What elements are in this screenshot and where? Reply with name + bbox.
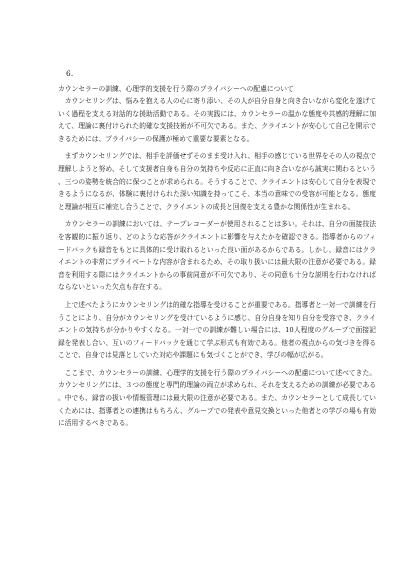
paragraph-attitudes: まずカウンセリングでは、相手を評価せずそのまま受け入れ、相手の感じている世界をその人の視点で理解しようと努め、そして支援者自身も自分の気持ちや反応に正直に向き合いながら誠実に関わるという、三つの姿勢を統合的に保つことが求められる。そうすることで、クライエントは安心して自分を表現できるようになるが、体験に裏付けられた深い知識を持ってこそ、本当の意味での受容が可能となる。態度と理論が相互に補完し合うことで、クライエントの成長と回復を支える豊かな関係性が生まれる。	[58, 152, 376, 211]
paragraph-conclusion: ここまで、カウンセラーの訓練、心理学的支援を行う際のプライバシーへの配慮について述べてきた。カウンセリングには、３つの態度と専門的理論の両立が求められ、それを支えるための訓練が必要である。中でも、録音の扱いや情報管理には最大限の注意が必要である。また、カウンセラーとして成長していくためには、指導者との連携はもちろん、グループでの発表や意見交換といった他者との学びの場も有効に活用するべきである。	[58, 368, 376, 428]
paragraph-supervision: 上で述べたようにカウンセリングは的確な指導を受けることが重要である。指導者と一対一で訓練を行うことにより、自分がカウンセリングを受けているように感じ、自分自身を知り自分を受容でき、クライエントの気持ちが分かりやすくなる。一対一での訓練が難しい場合には、10人程度のグループで面接記録を発表し合い、互いのフィードバックを通じて学ぶ形式も有効である。他者の視点からの気づきを得ることで、自身では見落としていた対応や課題にも気づくことができ、学びの幅が広がる。	[58, 300, 376, 360]
document-body	[58, 68, 376, 435]
section-title: カウンセラーの訓練、心理学的支援を行う際のプライバシーへの配慮について	[58, 85, 294, 93]
paragraph-recording: カウンセラーの訓練においては、テープレコーダーが使用されることは多い。それは、自分の面接技法を客観的に振り返り、どのような応答がクライエントに影響を与えたかを確認できる。指導者からのフィードバックも録音をもとに具体的に受け取れるといった良い面があるからである。しかし、録音にはクライエントの非常にプライベートな内容が含まれるため、その取り扱いには最大限の注意が必要である。録音を利用する際にはクライエントからの事前同意が不可欠であり、その同意も十分な説明を行わなければならないといった欠点も存在する。	[58, 220, 376, 292]
section-number: 6.	[66, 69, 74, 78]
paragraph-intro: カウンセリングは、悩みを抱える人の心に寄り添い、その人が自分自身と向き合いながら変化を遂げていく過程を支える対話的な援助活動である。その実践には、カウンセラーの温かな態度や共感的理解に加えて、理論に裏付けられた的確な支援技術が不可欠である。また、クライエントが安心して自己を開示できるためには、プライバシーの保護が極めて重要な要素となる。	[58, 97, 376, 143]
